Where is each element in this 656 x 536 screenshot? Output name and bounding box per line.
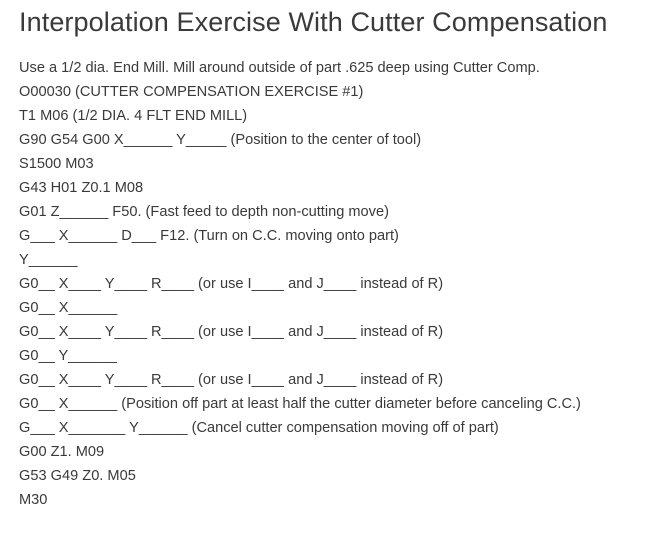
code-line: G53 G49 Z0. M05 [19,468,136,484]
code-line: S1500 M03 [19,156,94,172]
instruction-line: Use a 1/2 dia. End Mill. Mill around outside of part .625 deep using Cutter Comp. [19,60,540,76]
code-line: M30 [19,492,48,508]
code-line: G90 G54 G00 X______ Y_____ (Position to the center of tool) [19,132,422,148]
code-line: T1 M06 (1/2 DIA. 4 FLT END MILL) [19,108,248,124]
code-line: G01 Z______ F50. (Fast feed to depth non-cutting move) [19,204,389,220]
code-line: G___ X_______ Y______ (Cancel cutter compensation moving off of part) [19,420,499,436]
code-line: G0__ X____ Y____ R____ (or use I____ and J____ instead of R) [19,324,444,340]
code-line: Y______ [19,252,78,268]
program-listing [19,56,656,512]
code-line: G0__ X______ (Position off part at least half the cutter diameter before canceling C.C.) [19,396,581,412]
code-line: G00 Z1. M09 [19,444,105,460]
code-line: G___ X______ D___ F12. (Turn on C.C. moving onto part) [19,228,399,244]
code-line: G0__ X____ Y____ R____ (or use I____ and J____ instead of R) [19,276,444,292]
code-line: G43 H01 Z0.1 M08 [19,180,144,196]
page-title: Interpolation Exercise With Cutter Compensation [19,7,608,37]
code-line: G0__ X______ [19,300,118,316]
program-number-line: O00030 (CUTTER COMPENSATION EXERCISE #1) [19,84,364,100]
code-line: G0__ X____ Y____ R____ (or use I____ and J____ instead of R) [19,372,444,388]
code-line: G0__ Y______ [19,348,117,364]
